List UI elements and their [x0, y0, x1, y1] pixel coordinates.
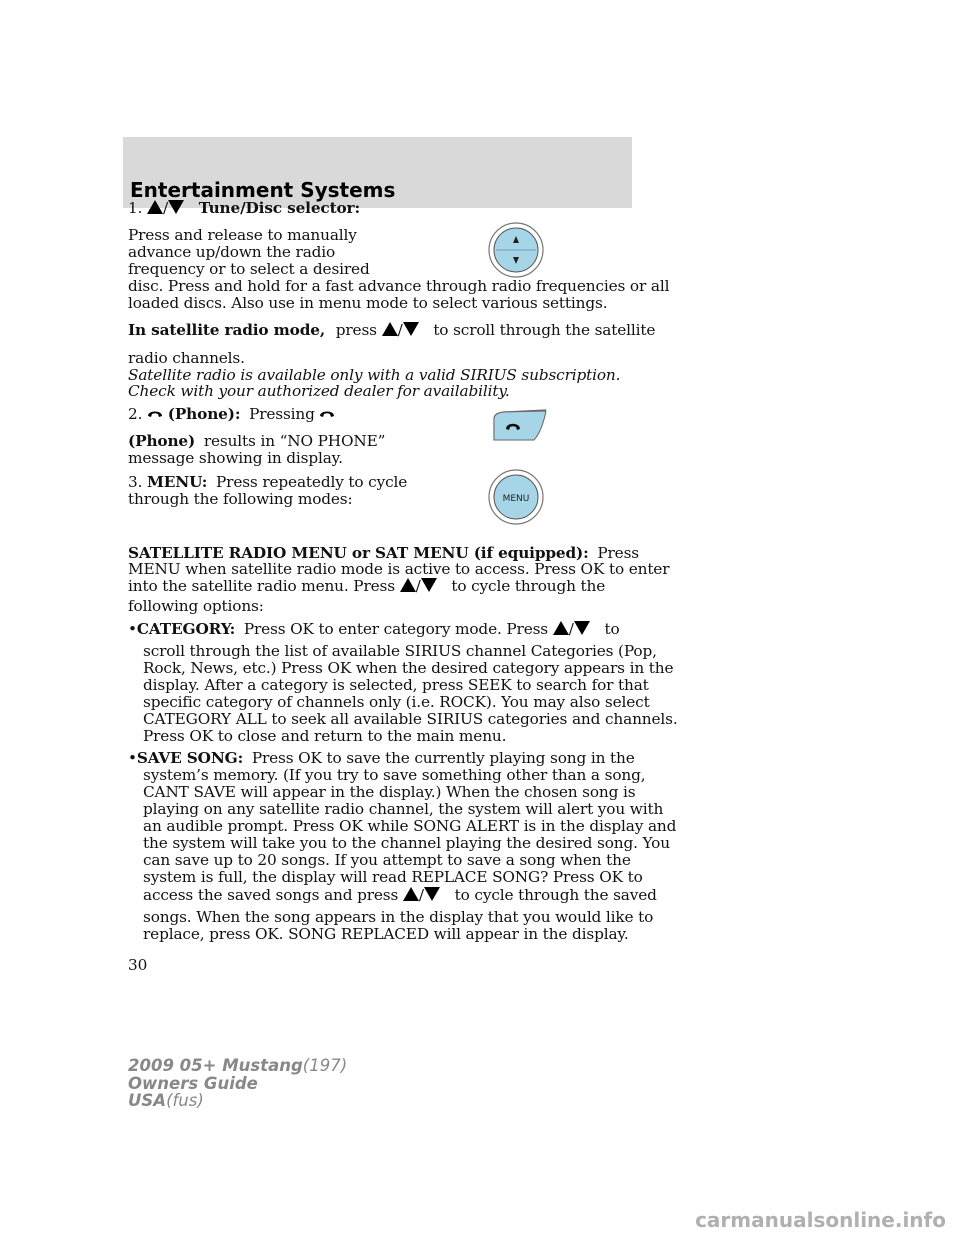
up-arrow-icon: [400, 578, 416, 592]
up-arrow-icon: [147, 200, 163, 214]
item1-heading: [128, 200, 360, 217]
text-line: MENU when satellite radio mode is active to access. Press OK to enter: [128, 560, 670, 578]
watermark: carmanualsonline.info: [695, 1208, 946, 1232]
slash: /: [568, 620, 574, 638]
item2-heading: [128, 406, 335, 423]
text-line: Press OK to close and return to the main menu.: [143, 727, 507, 745]
note-line: Check with your authorized dealer for availability.: [128, 382, 510, 400]
text: access the saved songs and press: [143, 886, 399, 904]
item-label: SAVE SONG:: [136, 749, 244, 767]
text-line: playing on any satellite radio channel, the system will alert you with: [143, 800, 664, 818]
item-label: (Phone): [128, 432, 196, 450]
footer-code: (197): [302, 1056, 348, 1075]
down-arrow-icon: [421, 578, 437, 592]
document-footer: [128, 1057, 347, 1110]
item-label: MENU:: [147, 473, 208, 491]
footer-guide: Owners Guide: [128, 1073, 258, 1093]
item-number: 2.: [128, 405, 143, 423]
note-line: Satellite radio is available only with a valid SIRIUS subscription.: [128, 366, 621, 384]
page-number: 30: [128, 956, 148, 974]
label: SATELLITE RADIO MENU or SAT MENU (if equipped):: [128, 544, 589, 562]
text-line: an audible prompt. Press OK while SONG ALERT is in the display and: [143, 817, 677, 835]
text: to scroll through the satellite: [433, 321, 656, 339]
up-arrow-icon: [382, 322, 398, 336]
text-line: advance up/down the radio: [128, 243, 336, 261]
text-line: system is full, the display will read REPLACE SONG? Press OK to: [143, 868, 643, 886]
phone-button-icon: [490, 409, 548, 441]
item-label: (Phone):: [167, 405, 241, 423]
item-label: CATEGORY:: [136, 620, 236, 638]
tune-disc-knob-icon: [488, 222, 544, 278]
slash: /: [415, 577, 421, 595]
menu-button-icon: [488, 469, 544, 525]
text-line: message showing in display.: [128, 449, 343, 467]
section-title: Entertainment Systems: [130, 178, 396, 202]
text-line: display. After a category is selected, press SEEK to search for that: [143, 676, 649, 694]
phone-icon: [147, 408, 163, 418]
text-line: frequency or to select a desired: [128, 260, 370, 278]
text-line: disc. Press and hold for a fast advance through radio frequencies or all: [128, 277, 670, 295]
down-arrow-icon: [403, 322, 419, 336]
down-arrow-icon: [574, 621, 590, 635]
text-line: the system will take you to the channel playing the desired song. You: [143, 834, 670, 852]
text: to: [604, 620, 620, 638]
text-line: replace, press OK. SONG REPLACED will appear in the display.: [143, 925, 629, 943]
footer-model: 2009 05+ Mustang: [128, 1056, 303, 1075]
footer-region: USA: [128, 1091, 167, 1110]
label: In satellite radio mode,: [128, 321, 326, 339]
text: Press repeatedly to cycle: [216, 473, 408, 491]
text: to cycle through the saved: [454, 886, 657, 904]
section-header: [123, 137, 632, 208]
text: results in “NO PHONE”: [203, 432, 386, 450]
slash: /: [397, 321, 403, 339]
text-line: specific category of channels only (i.e. ROCK). You may also select: [143, 693, 650, 711]
text-line: Press and release to manually: [128, 226, 357, 244]
footer-code: (fus): [166, 1091, 204, 1110]
text-line: scroll through the list of available SIRIUS channel Categories (Pop,: [143, 642, 657, 660]
bullet: •: [128, 620, 137, 638]
sat-mode-line: [128, 322, 655, 339]
slash: /: [163, 199, 169, 217]
category-bullet: [128, 621, 620, 638]
text-line: following options:: [128, 597, 264, 615]
text-line: loaded discs. Also use in menu mode to select various settings.: [128, 294, 608, 312]
item-number: 1.: [128, 199, 143, 217]
savesong-bullet: [128, 750, 635, 767]
text-line: through the following modes:: [128, 490, 353, 508]
text-line: [143, 887, 657, 904]
up-arrow-icon: [553, 621, 569, 635]
up-arrow-icon: [403, 887, 419, 901]
text: Press OK to enter category mode. Press: [243, 620, 549, 638]
bullet: •: [128, 749, 137, 767]
item-number: 3.: [128, 473, 143, 491]
text: Pressing: [249, 405, 315, 423]
phone-icon: [319, 408, 335, 418]
menu-button-label: MENU: [502, 494, 530, 504]
text-line: can save up to 20 songs. If you attempt to save a song when the: [143, 851, 631, 869]
text-line: radio channels.: [128, 349, 245, 367]
text-line: songs. When the song appears in the display that you would like to: [143, 908, 654, 926]
text: into the satellite radio menu. Press: [128, 577, 395, 595]
text-line: [128, 578, 605, 595]
text-line: CANT SAVE will appear in the display.) When the chosen song is: [143, 783, 636, 801]
text: to cycle through the: [451, 577, 606, 595]
text-line: system’s memory. (If you try to save something other than a song,: [143, 766, 646, 784]
text-line: CATEGORY ALL to seek all available SIRIUS categories and channels.: [143, 710, 678, 728]
down-arrow-icon: [424, 887, 440, 901]
slash: /: [418, 886, 424, 904]
text: Press: [597, 544, 639, 562]
text: press: [335, 321, 377, 339]
item3-heading: [128, 474, 407, 491]
down-arrow-icon: [168, 200, 184, 214]
item-label: Tune/Disc selector:: [198, 199, 360, 217]
text-line: [128, 433, 385, 450]
text: Press OK to save the currently playing song in the: [251, 749, 635, 767]
text-line: Rock, News, etc.) Press OK when the desired category appears in the: [143, 659, 674, 677]
